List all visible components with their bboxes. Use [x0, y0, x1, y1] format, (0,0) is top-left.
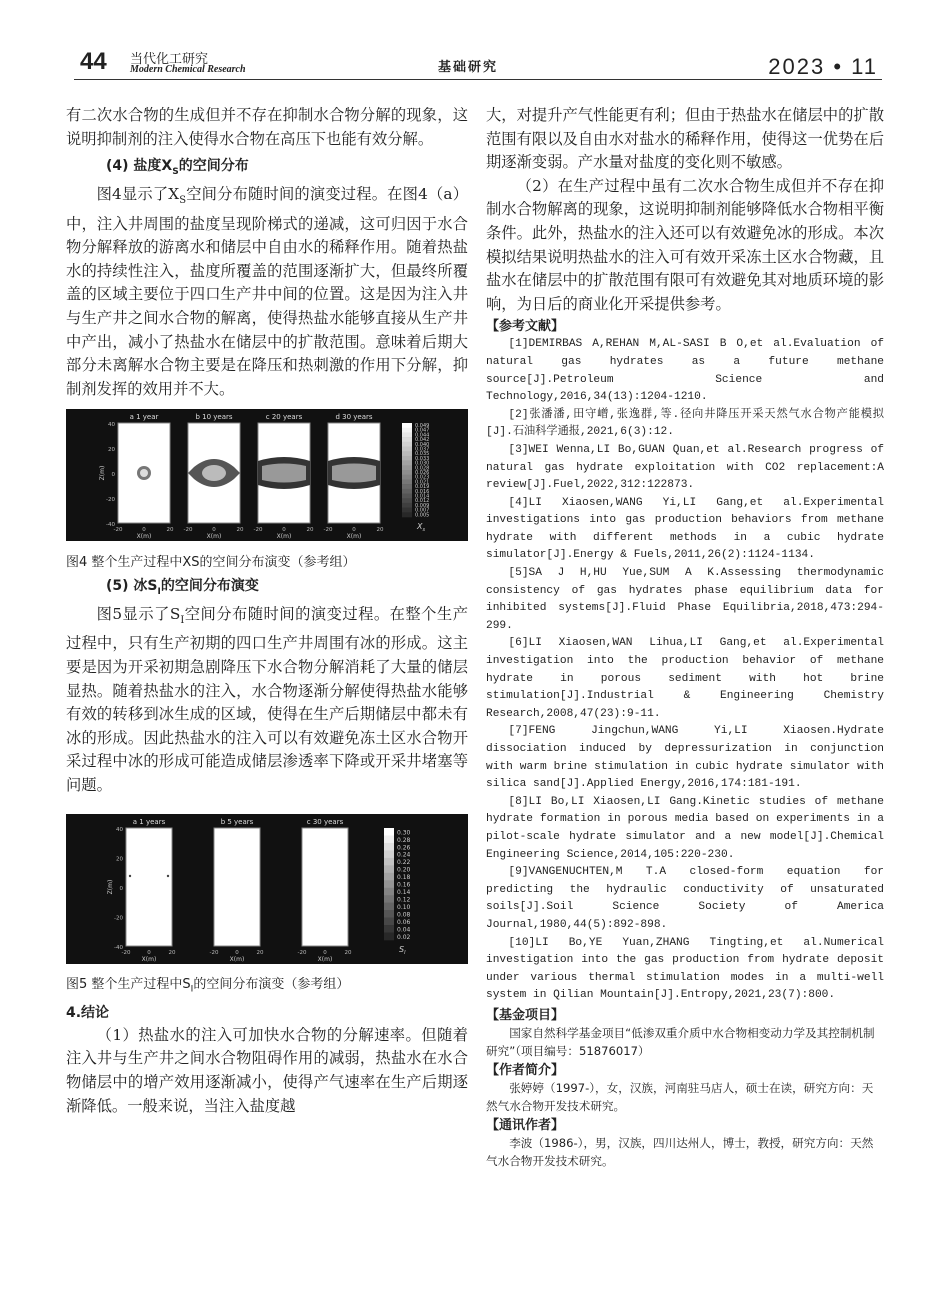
colorbar-swatch	[402, 447, 412, 452]
colorbar-tick-label: 0.12	[397, 896, 411, 904]
colorbar-tick-label: 0.22	[397, 858, 411, 866]
colorbar-label-sub: I	[404, 949, 406, 956]
colorbar-swatch	[402, 494, 412, 499]
colorbar-swatch	[402, 513, 412, 518]
figure-4	[66, 409, 468, 573]
colorbar-tick-label: 0.005	[415, 512, 430, 519]
colorbar-swatch	[402, 423, 412, 428]
corresponding-text: 李波（1986-），男，汉族，四川达州人，博士，教授，研究方向：天然气水合物开发技术研究。	[486, 1136, 874, 1168]
colorbar-swatch	[384, 857, 394, 865]
author-heading: 【作者简介】	[486, 1063, 565, 1079]
y-tick-label: 40	[108, 422, 115, 429]
y-axis-label: Z(m)	[99, 466, 106, 481]
y-tick-label: 0	[111, 472, 115, 479]
colorbar-tick-label: 0.26	[397, 843, 411, 851]
figure-5	[66, 814, 468, 1000]
colorbar-tick-label: 0.040	[415, 442, 430, 449]
colorbar-label: $X_s$	[417, 522, 426, 534]
paragraph-5: 图5显示了$S_I$空间分布随时间的演变过程。在整个生产过程中，只有生产初期的四口生产井周围有冰的形成。这主要是因为开采初期急剧降压下水合物分解消耗了大量的储层显热。随着热盐水的注入，水合物逐渐分解使得热盐水能够有效的转移到冰生成的区域，使得在生产后期储层中都未有冰的形成。因此热盐水的注入可以有效避免冻土区水合物开采过程中冰的形成可能造成储层渗透率下降或开采井堵塞等问题。	[66, 604, 468, 794]
colorbar-swatch	[402, 484, 412, 489]
x-tick-label: 20	[168, 949, 176, 956]
colorbar-swatch	[384, 932, 394, 940]
conclusion-1-continued: 大，对提升产气性能更有利；但由于热盐水在储层中的扩散范围有限以及自由水对盐水的稀释作用，使得这一优势在后期逐渐变弱。产水量对盐度的变化则不敏感。	[486, 106, 884, 172]
colorbar-swatch	[402, 466, 412, 471]
colorbar-tick-label: 0.019	[415, 484, 430, 491]
colorbar-tick-label: 0.033	[415, 456, 430, 463]
x-tick-label: 20	[376, 527, 384, 534]
subsection-4-heading: (4) 盐度$X_S$的空间分布	[106, 158, 249, 177]
corresponding-heading: 【通讯作者】	[486, 1118, 565, 1134]
colorbar-swatch	[384, 880, 394, 888]
colorbar-swatch	[402, 456, 412, 461]
fund-heading: 【基金项目】	[486, 1007, 565, 1023]
x-tick-label: 0	[323, 949, 327, 956]
salinity-core	[262, 464, 306, 483]
colorbar-tick-label: 0.18	[397, 873, 411, 881]
colorbar-tick-label: 0.10	[397, 903, 411, 911]
reference-item: [10]LI Bo,YE Yuan,ZHANG Tingting,et al.Numerical investigation into the gas production from hydrate deposit under various thermal stimulation modes in a multi-well system in Qilian Mountain[J].Entropy,2021,23(7):800.	[486, 936, 884, 1002]
journal-title-cn: 当代化工研究	[130, 52, 209, 67]
colorbar-swatch	[402, 480, 412, 485]
x-tick-label: -20	[253, 527, 263, 534]
x-tick-label: -20	[183, 527, 193, 534]
reference-item: [7]FENG Jingchun,WANG Yi,LI Xiaosen.Hydrate dissociation induced by depressurization in conjunction with warm brine stimulation in cubic hydrate simulator with silica sand[J].Applied Energy,2016,174:181-191.	[486, 725, 884, 791]
x-tick-label: 20	[256, 949, 264, 956]
colorbar-tick-label: 0.14	[397, 888, 411, 896]
y-tick-label: 20	[116, 856, 123, 863]
colorbar-swatch	[384, 910, 394, 918]
colorbar-tick-label: 0.042	[415, 437, 430, 444]
colorbar-swatch	[384, 925, 394, 933]
conclusion-2: （2）在生产过程中虽有二次水合物生成但并不存在抑制水合物解离的现象，这说明抑制剂能够降低水合物相平衡条件。此外，热盐水的注入还可以有效避免冰的形成。本次模拟结果说明热盐水的注入可有效开采冻土区水合物藏，且盐水在储层中的扩散范围有限可有效避免其对地质环境的影响，为日后的商业化开采提供参考。	[486, 176, 884, 313]
y-axis-label: Z(m)	[107, 879, 114, 894]
colorbar-swatch	[402, 437, 412, 442]
y-tick-label: -20	[114, 915, 123, 922]
colorbar-swatch	[402, 428, 412, 433]
conclusion-heading: 4.结论	[66, 1004, 110, 1021]
colorbar-swatch	[402, 508, 412, 513]
colorbar-tick-label: 0.035	[415, 451, 430, 458]
reference-item: [4]LI Xiaosen,WANG Yi,LI Gang,et al.Experimental investigations into gas production behaviors from methane hydrate with different methods in a cubic hydrate simulator[J].Energy & Fuels,2011,26(2):1124-1134.	[486, 496, 884, 562]
x-tick-label: 0	[282, 527, 286, 534]
colorbar-swatch	[402, 442, 412, 447]
panel-title: b 5 years	[220, 817, 254, 826]
colorbar-tick-label: 0.016	[415, 489, 430, 496]
panel-title: c 30 years	[306, 817, 344, 826]
figure-5-image	[66, 814, 468, 964]
author-text: 张婷婷（1997-），女，汉族，河南驻马店人，硕士在读，研究方向：天然气水合物开发技术研究。	[486, 1081, 874, 1113]
fund-text: 国家自然科学基金项目“低渗双重介质中水合物相变动力学及其控制机制研究”（项目编号：51876017）	[486, 1025, 875, 1058]
colorbar-tick-label: 0.021	[415, 479, 430, 486]
colorbar-swatch	[402, 499, 412, 504]
references-heading: 【参考文献】	[486, 319, 565, 335]
journal-title-en: Modern Chemical Research	[130, 64, 246, 75]
section-title: 基础研究	[438, 60, 499, 75]
x-axis-label: X(m)	[206, 533, 222, 541]
colorbar-swatch	[384, 842, 394, 850]
x-tick-label: -20	[323, 527, 333, 534]
colorbar-swatch	[402, 503, 412, 508]
reference-item: [1]DEMIRBAS A,REHAN M,AL-SASI B O,et al.Evaluation of natural gas hydrates as a future methane source[J].Petroleum Science and Technology,2016,34(13):1204-1210.	[486, 338, 884, 404]
colorbar-swatch	[384, 917, 394, 925]
salinity-core	[140, 469, 148, 477]
colorbar-tick-label: 0.28	[397, 836, 411, 844]
colorbar-tick-label: 0.047	[415, 428, 430, 435]
reference-item: [9]VANGENUCHTEN,M T.A closed-form equation for predicting the hydraulic conductivity of unsaturated soils[J].Soil Science Society of America Journal,1980,44(5):892-898.	[486, 866, 884, 931]
colorbar-swatch	[384, 850, 394, 858]
x-tick-label: 0	[147, 949, 151, 956]
colorbar-swatch	[384, 902, 394, 910]
colorbar-tick-label: 0.20	[397, 866, 411, 874]
x-tick-label: 0	[212, 527, 216, 534]
reference-item: [8]LI Bo,LI Xiaosen,LI Gang.Kinetic studies of methane hydrate formation in porous media based on experiments in a pilot-scale hydrate simulator and a new model[J].Chemical Engineering Science,2014,105:220-230.	[486, 795, 884, 861]
colorbar-swatch	[384, 835, 394, 843]
x-tick-label: -20	[209, 949, 219, 956]
colorbar-swatch	[402, 461, 412, 466]
x-tick-label: 20	[344, 949, 352, 956]
y-tick-label: 0	[119, 885, 123, 892]
header-rule	[74, 79, 882, 80]
colorbar-tick-label: 0.06	[397, 918, 411, 926]
colorbar-tick-label: 0.24	[397, 851, 411, 859]
colorbar-swatch	[384, 895, 394, 903]
paragraph-4: 图4显示了$X_S$空间分布随时间的演变过程。在图4（a）中，注入井周围的盐度呈现阶梯式的递减，这可归因于水合物分解释放的游离水和储层中自由水的稀释作用。随着热盐水的持续性注入，盐度所覆盖的范围逐渐扩大，但最终所覆盖的区域主要位于四口生产井中间的位置。这是因为注入井与生产井之间水合物的解离，使得热盐水能够直接从生产井中产出，减小了热盐水在储层中的扩散范围。意味着后期大部分未离解水合物主要是在降压和热刺激的作用下分解，抑制剂发挥的效用并不大。	[66, 184, 468, 398]
colorbar-tick-label: 0.037	[415, 446, 430, 453]
colorbar-swatch	[384, 865, 394, 873]
colorbar-tick-label: 0.04	[397, 925, 411, 933]
x-axis-label: X(m)	[276, 533, 292, 541]
y-tick-label: 40	[116, 826, 123, 833]
salinity-core	[332, 464, 376, 483]
panel-title: d 30 years	[335, 413, 373, 422]
colorbar-swatch	[402, 433, 412, 438]
colorbar-swatch	[402, 470, 412, 475]
colorbar-swatch	[402, 475, 412, 480]
page-header	[0, 0, 950, 80]
y-tick-label: -20	[106, 497, 115, 504]
panel-title: c 20 years	[265, 413, 303, 422]
reference-item: [3]WEI Wenna,LI Bo,GUAN Quan,et al.Research progress of natural gas hydrate exploitation with CO2 replacement:A review[J].Fuel,2022,312:122873.	[486, 443, 884, 492]
x-axis-label: X(m)	[141, 955, 157, 963]
y-tick-label: 20	[108, 447, 115, 454]
x-tick-label: -20	[113, 527, 123, 534]
x-tick-label: 20	[306, 527, 314, 534]
panel-plot	[126, 828, 172, 946]
colorbar-tick-label: 0.023	[415, 475, 430, 482]
x-tick-label: 0	[235, 949, 239, 956]
colorbar-tick-label: 0.012	[415, 498, 430, 505]
x-tick-label: 20	[166, 527, 174, 534]
x-tick-label: 0	[352, 527, 356, 534]
figure-4-image	[66, 409, 468, 541]
right-column	[486, 104, 884, 1170]
colorbar-label-sub: s	[422, 527, 426, 534]
reference-item: [5]SA J H,HU Yue,SUM A K.Assessing thermodynamic consistency of gas hydrates phase equilibrium data for inhibited systems[J].Fluid Phase Equilibria,2018,473:294-299.	[486, 567, 884, 632]
x-axis-label: X(m)	[136, 533, 152, 541]
page-number: 44	[80, 48, 107, 75]
colorbar-tick-label: 0.026	[415, 470, 430, 477]
colorbar-swatch	[384, 887, 394, 895]
colorbar-tick-label: 0.044	[415, 432, 430, 439]
colorbar-tick-label: 0.16	[397, 881, 411, 889]
colorbar-tick-label: 0.30	[397, 828, 411, 836]
intro-paragraph: 有二次水合物的生成但并不存在抑制水合物分解的现象，这说明抑制剂的注入使得水合物在高压下也能有效分解。	[66, 106, 468, 148]
x-tick-label: -20	[297, 949, 307, 956]
x-tick-label: 20	[236, 527, 244, 534]
colorbar-swatch	[384, 872, 394, 880]
colorbar-tick-label: 0.014	[415, 493, 430, 500]
panel-title: b 10 years	[195, 413, 233, 422]
figure-4-caption: 图4 整个生产过程中XS的空间分布演变（参考组）	[66, 554, 356, 570]
colorbar-tick-label: 0.08	[397, 911, 411, 919]
reference-item: [2]张潘潘,田守嶒,张逸群,等.径向井降压开采天然气水合物产能模拟[J].石油科学通报,2021,6(3):12.	[486, 408, 884, 439]
colorbar-tick-label: 0.02	[397, 933, 411, 941]
colorbar-tick-label: 0.007	[415, 507, 430, 514]
ice-region	[129, 874, 131, 876]
issue-label: 2023 • 11	[768, 54, 878, 79]
colorbar-label: $S_I$	[399, 944, 406, 956]
x-axis-label: X(m)	[317, 955, 333, 963]
conclusion-1: （1）热盐水的注入可加快水合物的分解速率。但随着注入井与生产井之间水合物阻碍作用的减弱，热盐水在水合物储层中的增产效用逐渐减小，使得产气速率在生产后期逐渐降低。一般来说，当注入盐度越	[66, 1025, 468, 1115]
colorbar-tick-label: 0.028	[415, 465, 430, 472]
colorbar-swatch	[402, 452, 412, 457]
panel-title: a 1 years	[132, 817, 166, 826]
panel-plot	[302, 828, 348, 946]
x-tick-label: -20	[121, 949, 131, 956]
figure-5-caption: 图5 整个生产过程中$S_I$的空间分布演变（参考组）	[66, 977, 350, 995]
x-axis-label: X(m)	[229, 955, 245, 963]
colorbar-tick-label: 0.049	[415, 423, 430, 430]
subsection-5-heading: (5) 冰$S_I$的空间分布演变	[106, 577, 259, 597]
panel-plot	[214, 828, 260, 946]
y-tick-label: -40	[114, 944, 123, 951]
colorbar-tick-label: 0.030	[415, 460, 430, 467]
panel-title: a 1 year	[129, 413, 159, 422]
left-column	[66, 104, 468, 1118]
y-tick-label: -40	[106, 522, 115, 529]
reference-item: [6]LI Xiaosen,WAN Lihua,LI Gang,et al.Experimental investigation into the production behavior of methane hydrate in porous sediment with hot brine stimulation[J].Industrial & Engineering Chemistry Research,2008,47(23):9-11.	[486, 637, 884, 720]
colorbar-swatch	[384, 828, 394, 836]
colorbar-tick-label: 0.009	[415, 503, 430, 510]
colorbar-swatch	[402, 489, 412, 494]
x-axis-label: X(m)	[346, 533, 362, 541]
ice-region	[167, 874, 169, 876]
references-list	[486, 336, 884, 1005]
x-tick-label: 0	[142, 527, 146, 534]
salinity-core	[202, 465, 226, 481]
